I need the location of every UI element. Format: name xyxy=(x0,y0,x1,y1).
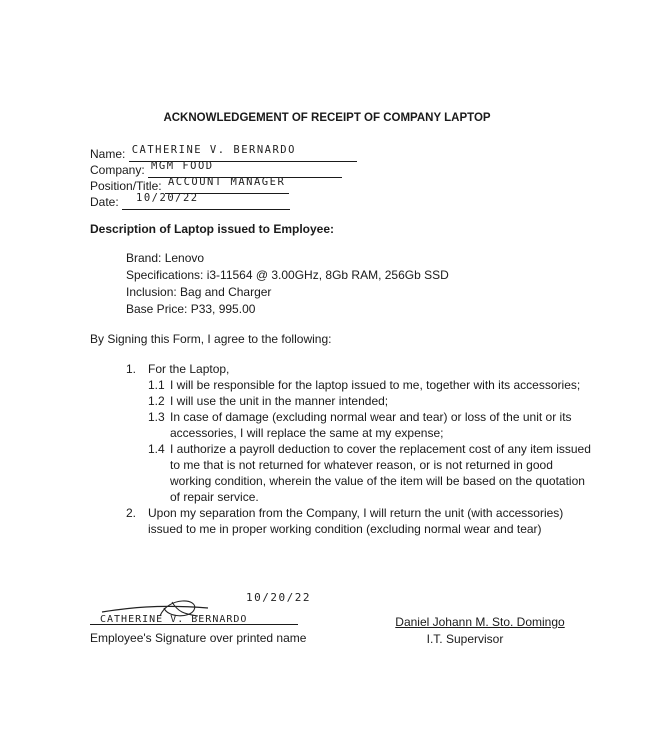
company-label: Company: xyxy=(90,163,145,177)
spec-brand: Brand: Lenovo xyxy=(126,251,205,265)
spec-inclusion: Inclusion: Bag and Charger xyxy=(126,285,272,299)
date-value: 10/20/22 xyxy=(136,192,199,204)
employee-printed-name: CATHERINE V. BERNARDO xyxy=(100,614,248,625)
subterm-1-4 xyxy=(148,441,596,505)
subterm-1-3 xyxy=(148,409,596,441)
description-heading: Description of Laptop issued to Employee: xyxy=(90,222,335,236)
position-label: Position/Title: xyxy=(90,179,162,193)
subterm-1-1 xyxy=(148,377,596,393)
subterm-number: 1.1 xyxy=(148,378,165,392)
position-value: ACCOUNT MANAGER xyxy=(167,176,286,188)
company-value: MGM FOOD xyxy=(151,160,214,172)
terms-list xyxy=(126,361,596,537)
agree-intro: By Signing this Form, I agree to the following: xyxy=(90,332,332,346)
signature-date: 10/20/22 xyxy=(246,591,311,604)
date-line xyxy=(122,194,290,210)
term-item-2 xyxy=(126,505,596,537)
term-item-1 xyxy=(126,361,596,505)
term-number: 1. xyxy=(126,362,137,376)
employee-signature-caption: Employee's Signature over printed name xyxy=(90,631,307,645)
spec-base-price: Base Price: P33, 995.00 xyxy=(126,302,256,316)
date-field xyxy=(90,194,290,211)
name-label: Name: xyxy=(90,147,126,161)
document-title: ACKNOWLEDGEMENT OF RECEIPT OF COMPANY LAPTOP xyxy=(163,112,491,124)
date-label: Date: xyxy=(90,195,119,209)
term-text: For the Laptop, xyxy=(148,362,230,376)
signature-line xyxy=(90,610,298,625)
subterm-number: 1.4 xyxy=(148,442,165,456)
supervisor-name: Daniel Johann M. Sto. Domingo xyxy=(395,615,565,629)
subterm-text: In case of damage (excluding normal wear and tear) or loss of the unit or its accessories, I will replace the same at my expense; xyxy=(170,410,572,440)
subterm-text: I will use the unit in the manner intended; xyxy=(170,394,389,408)
subterm-number: 1.2 xyxy=(148,394,165,408)
term-text: Upon my separation from the Company, I will return the unit (with accessories) issued to me in proper working condition (excluding normal wear and tear) xyxy=(148,506,564,536)
subterm-text: I authorize a payroll deduction to cover the replacement cost of any item issued to me that is not returned for whatever reason, or is not returned in good working condition, wherein the value of the item will be based on the quotation of repair service. xyxy=(170,442,591,504)
subterm-text: I will be responsible for the laptop issued to me, together with its accessories; xyxy=(170,378,581,392)
name-field xyxy=(90,146,357,163)
subterm-1-2 xyxy=(148,393,596,409)
spec-specifications: Specifications: i3-11564 @ 3.00GHz, 8Gb RAM, 256Gb SSD xyxy=(126,268,449,282)
subterm-number: 1.3 xyxy=(148,410,165,424)
supervisor-title: I.T. Supervisor xyxy=(426,632,504,646)
supervisor-block xyxy=(380,614,580,647)
employee-signature-block xyxy=(90,590,320,650)
term-number: 2. xyxy=(126,506,137,520)
name-value: CATHERINE V. BERNARDO xyxy=(131,144,296,156)
